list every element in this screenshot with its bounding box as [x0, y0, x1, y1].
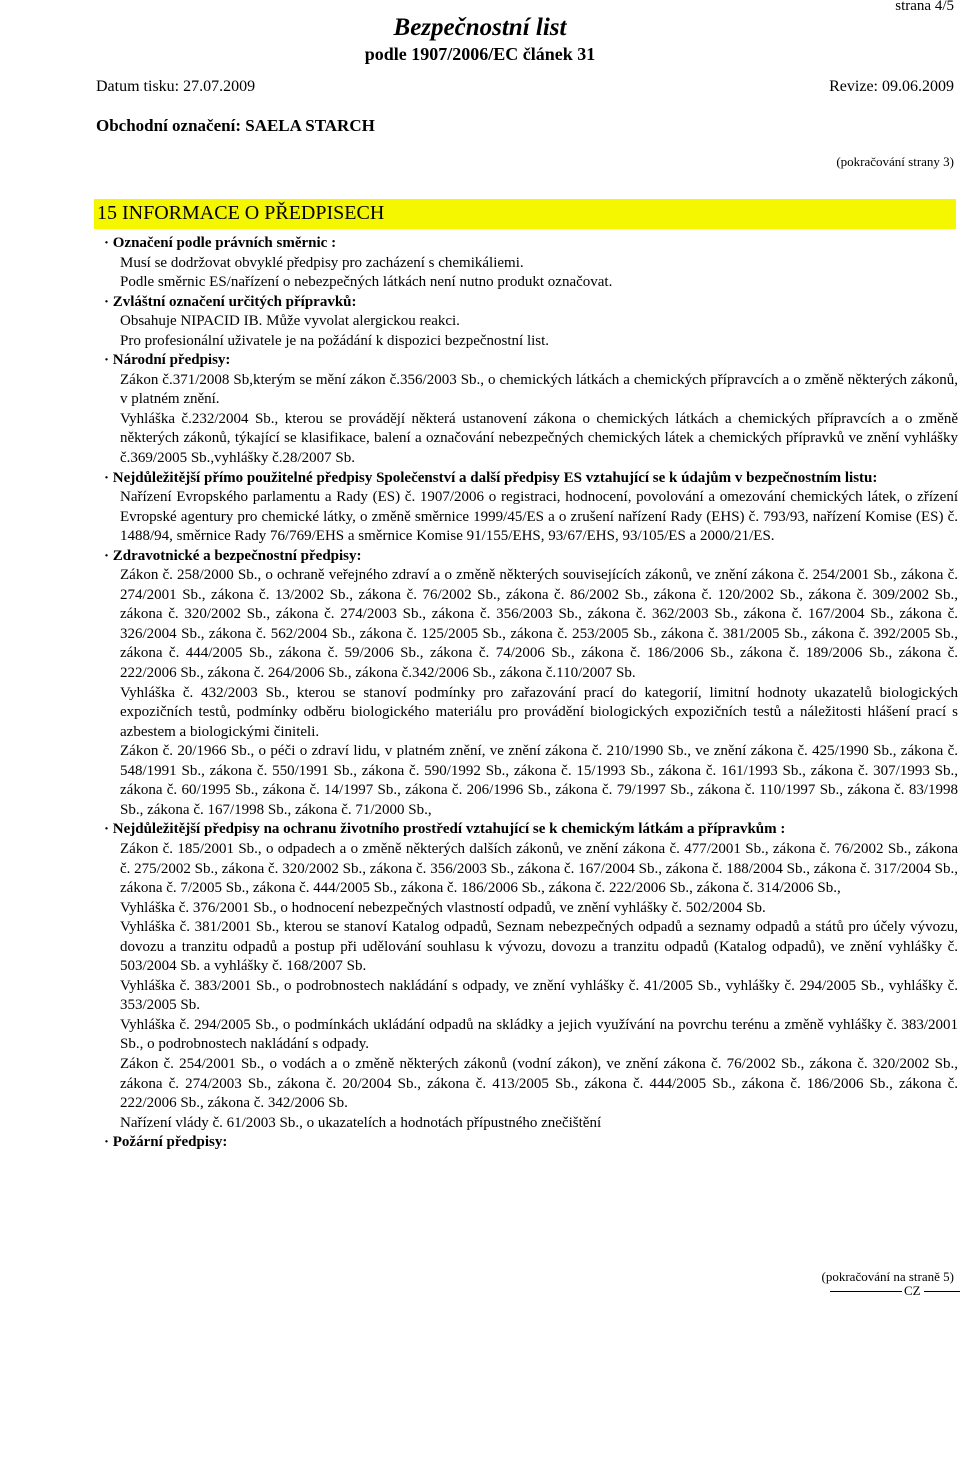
document-title: Bezpečnostní list: [393, 14, 567, 41]
page-number: strana 4/5: [895, 0, 954, 14]
section-header-bar: [94, 199, 956, 229]
footer-rule-right: [924, 1291, 960, 1292]
regulation-text: Musí se dodržovat obvyklé předpisy pro zacházení s chemikáliemi.: [120, 254, 524, 271]
regulation-text: Zákon č.371/2008 Sb,kterým se mění zákon č.356/2003 Sb., o chemických látkách a chemických přípravcích a o změně některých zákonů, v platném znění.: [120, 371, 958, 408]
regulation-text: Vyhláška č. 381/2001 Sb., kterou se stanoví Katalog odpadů, Seznam nebezpečných odpadů a seznamy odpadů a států pro účely vývozu, dovozu a tranzitu odpadů a postup při udělování souhlasu k vývozu, dovozu a tranzitu odpadů (Katalog odpadů), ve znění vyhlášky č. 503/2004 Sb. a vyhlášky č. 168/2007 Sb.: [120, 919, 958, 975]
regulation-heading: · Nejdůležitější přímo použitelné předpisy Společenství a další předpisy ES vztahující se k údajům v bezpečnostním listu:: [104, 469, 878, 486]
regulation-text: Vyhláška č.232/2004 Sb., kterou se provádějí některá ustanovení zákona o chemických látkách a chemických přípravcích a o změně některých zákonů, týkající se klasifikace, balení a označování nebezpečných chemických látek a chemických přípravků ve znění vyhlášky č.369/2005 Sb.,vyhlášky č.28/2007 Sb.: [120, 410, 958, 467]
footer-rule: [830, 1291, 902, 1292]
regulation-text: Vyhláška č. 383/2001 Sb., o podrobnostech nakládání s odpady, ve znění vyhlášky č. 41/2005 Sb., vyhlášky č. 294/2005 Sb., vyhlášky č. 353/2005 Sb.: [120, 977, 958, 1014]
trade-name: Obchodní označení: SAELA STARCH: [96, 116, 375, 135]
regulation-text: Vyhláška č. 376/2001 Sb., o hodnocení nebezpečných vlastností odpadů, ve znění vyhlášky č. 502/2004 Sb.: [120, 899, 766, 916]
print-date: Datum tisku: 27.07.2009: [96, 78, 256, 95]
regulation-text: Nařízení Evropského parlamentu a Rady (ES) č. 1907/2006 o registraci, hodnocení, povolování a omezování chemických látek, o zřízení Evropské agentury pro chemické látky, o změně směrnice 1999/45/ES a o zrušení nařízení Rady (EHS) č. 793/93, nařízení Komise (ES) č. 1488/94, směrnice Rady 76/769/EHS a směrnice Komise 91/155/EHS, 93/67/EHS, 93/105/ES a 2000/21/ES.: [120, 489, 958, 545]
regulations-content: [104, 234, 958, 1153]
regulation-heading: · Požární předpisy:: [104, 1134, 228, 1151]
document-subtitle: podle 1907/2006/EC článek 31: [364, 44, 596, 64]
regulation-text: Nařízení vlády č. 61/2003 Sb., o ukazatelích a hodnotách přípustného znečištění: [120, 1114, 602, 1131]
regulation-heading: · Zdravotnické a bezpečnostní předpisy:: [104, 547, 362, 564]
regulation-heading: · Nejdůležitější předpisy na ochranu životního prostředí vztahující se k chemickým látkám a přípravkům :: [104, 821, 786, 838]
continued-from-note: (pokračování strany 3): [836, 154, 954, 169]
regulation-text: Zákon č. 185/2001 Sb., o odpadech a o změně některých dalších zákonů, ve znění zákona č. 477/2001 Sb., zákona č. 76/2002 Sb., zákona č. 275/2002 Sb., zákona č. 320/2002 Sb., zákona č. 356/2003 Sb., zákona č. 167/2004 Sb., zákona č. 188/2004 Sb., zákona č. 317/2004 Sb., zákona č. 7/2005 Sb., zákona č. 444/2005 Sb., zákona č. 186/2006 Sb., zákona č. 222/2006 Sb., zákona č. 314/2006 Sb.,: [120, 840, 958, 897]
regulation-text: Vyhláška č. 294/2005 Sb., o podmínkách ukládání odpadů na skládky a jejich využívání na povrchu terénu a změně vyhlášky č. 383/2001 Sb., o podrobnostech nakládání s odpady.: [120, 1016, 958, 1053]
regulation-heading: · Národní předpisy:: [104, 352, 231, 369]
regulation-text: Zákon č. 20/1966 Sb., o péči o zdraví lidu, v platném znění, ve znění zákona č. 210/1990 Sb., ve znění zákona č. 425/1990 Sb., zákona č. 548/1991 Sb., zákona č. 550/1991 Sb., zákona č. 590/1992 Sb., zákona č. 15/1993 Sb., zákona č. 161/1993 Sb., zákona č. 307/1993 Sb., zákona č. 60/1995 Sb., zákona č. 14/1997 Sb., zákona č. 206/1996 Sb., zákona č. 79/1997 Sb., zákona č. 110/1997 Sb., zákona č. 83/1998 Sb., zákona č. 167/1998 Sb., zákona č. 71/2000 Sb.,: [120, 743, 958, 818]
language-code: CZ: [904, 1283, 921, 1298]
section-title: 15 INFORMACE O PŘEDPISECH: [97, 202, 385, 224]
regulation-text: Obsahuje NIPACID IB. Může vyvolat alergickou reakci.: [120, 313, 460, 330]
revision-date: Revize: 09.06.2009: [829, 78, 954, 95]
regulation-text: Podle směrnic ES/nařízení o nebezpečných látkách není nutno produkt označovat.: [120, 274, 613, 291]
regulation-text: Zákon č. 254/2001 Sb., o vodách a o změně některých zákonů (vodní zákon), ve znění zákona č. 76/2002 Sb., zákona č. 320/2002 Sb., zákona č. 274/2003 Sb., zákona č. 20/2004 Sb., zákona č. 413/2005 Sb., zákona č. 444/2005 Sb., zákona č. 186/2006 Sb., zákona č. 222/2006 Sb., zákona č. 342/2006 Sb.: [120, 1055, 958, 1112]
regulation-heading: · Označení podle právních směrnic :: [104, 235, 337, 251]
regulation-text: Vyhláška č. 432/2003 Sb., kterou se stanoví podmínky pro zařazování prací do kategorií, limitní hodnoty ukazatelů biologických expozičních testů, podmínky odběru biologického materiálu pro provádění biologických expozičních testů a náležitosti hlášení prací s azbestem a biologickými činiteli.: [120, 684, 958, 740]
regulation-heading: · Zvláštní označení určitých přípravků:: [104, 293, 357, 310]
continued-to-note: (pokračování na straně 5): [821, 1269, 954, 1284]
regulation-text: Pro profesionální uživatele je na požádání k dispozici bezpečnostní list.: [120, 332, 550, 349]
regulation-text: Zákon č. 258/2000 Sb., o ochraně veřejného zdraví a o změně některých souvisejících zákonů, ve znění zákona č. 254/2001 Sb., zákona č. 274/2001 Sb., zákona č. 13/2002 Sb., zákona č. 76/2002 Sb., zákona č. 86/2002 Sb., zákona č. 120/2002 Sb., zákona č. 309/2002 Sb., zákona č. 320/2002 Sb., zákona č. 274/2003 Sb., zákona č. 356/2003 Sb., zákona č. 362/2003 Sb., zákona č. 167/2004 Sb., zákona č. 326/2004 Sb., zákona č. 562/2004 Sb., zákona č. 125/2005 Sb., zákona č. 253/2005 Sb., zákona č. 381/2005 Sb., zákona č. 392/2005 Sb., zákona č. 444/2005 Sb., zákona č. 59/2006 Sb., zákona č. 74/2006 Sb., zákona č. 186/2006 Sb., zákona č. 189/2006 Sb., zákona č. 222/2006 Sb., zákona č. 264/2006 Sb., zákona č.342/2006 Sb., zákona č.110/2007 Sb.: [120, 567, 958, 682]
